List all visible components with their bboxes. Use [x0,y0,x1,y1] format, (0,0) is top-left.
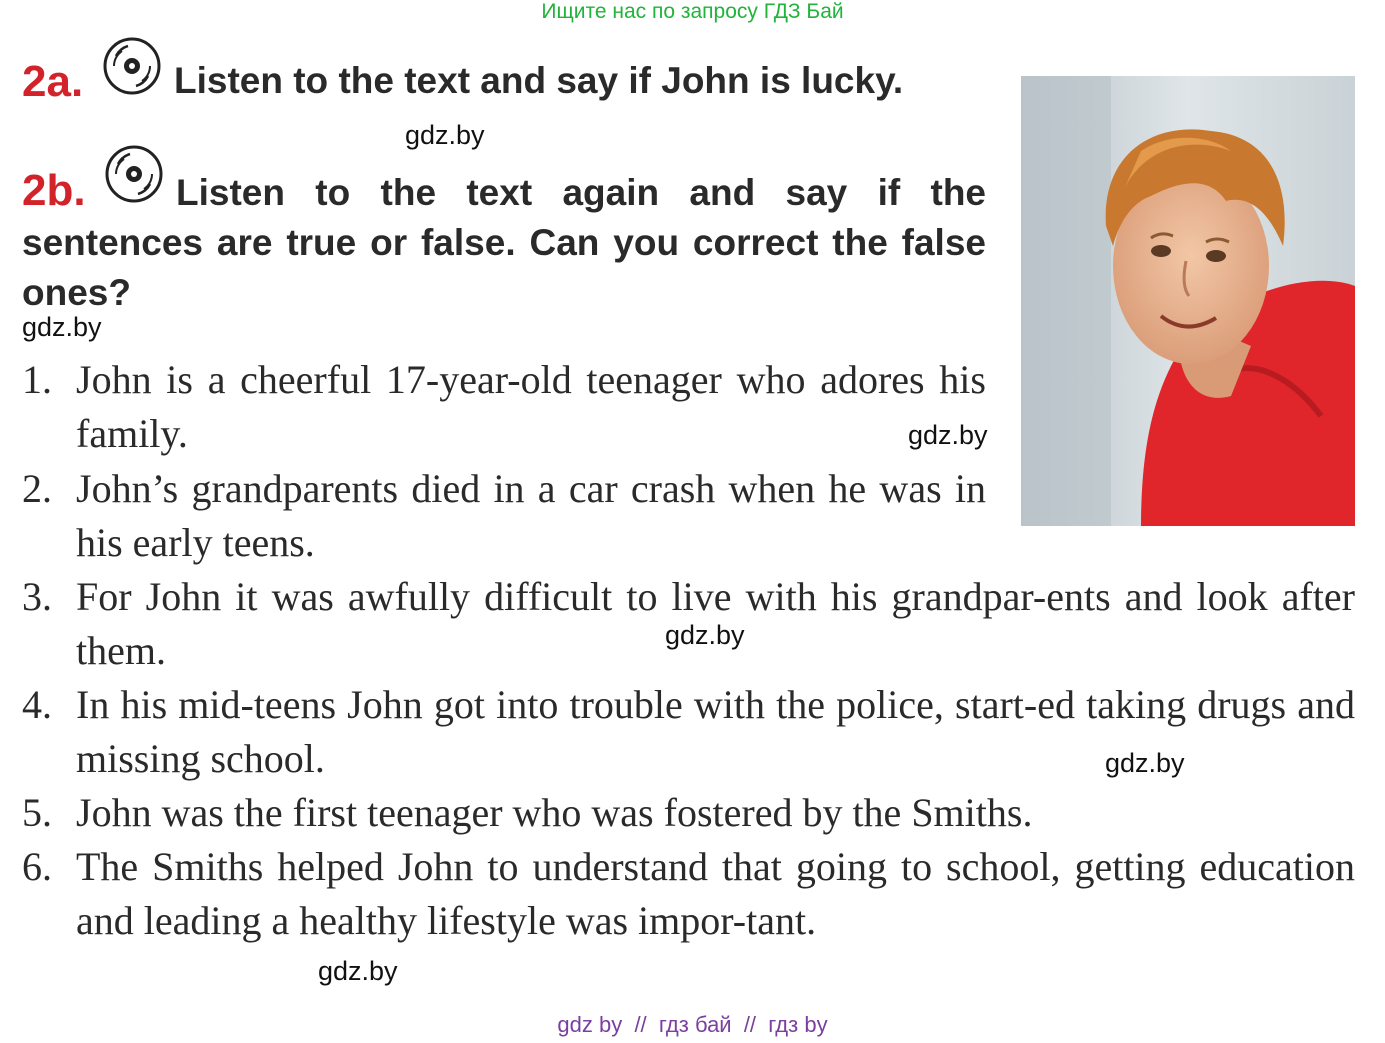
watermark: gdz.by [22,312,102,342]
task-number-2b: 2b. [22,166,86,215]
sentence-number: 4. [22,682,52,727]
sentence-number: 6. [22,844,52,889]
task-2a-instruction: Listen to the text and say if John is lucky. [174,60,904,101]
task-2b-instruction: Listen to the text again and say if the sentences are true or false. Can you correct the false ones? [22,172,986,313]
sentence-text: The Smiths helped John to understand that going to school, getting education and leading a healthy lifestyle was impor-tant. [76,844,1355,943]
top-banner[interactable]: Ищите нас по запросу ГДЗ Бай [541,0,844,23]
watermark: gdz.by [1105,748,1185,778]
task-number-2a: 2a. [22,57,84,106]
watermark: gdz.by [665,620,745,650]
sentence-item-6 [22,840,1355,1002]
sentence-text: John is a cheerful 17-year-old teenager who adores his family. [76,357,986,456]
sentence-number: 1. [22,357,52,402]
teenager-photo [1021,76,1355,526]
sentence-item-2 [22,462,986,570]
sentence-item-1 [22,353,986,461]
footer-links[interactable]: gdz by // гдз бай // гдз by [557,1012,828,1037]
sentence-text: John was the first teenager who was fostered by the Smiths. [76,790,1033,835]
sentence-text: In his mid-teens John got into trouble with the police, start-ed taking drugs and missing school. [76,682,1355,781]
sentence-text: John’s grandparents died in a car crash when he was in his early teens. [76,466,986,565]
watermark: gdz.by [318,956,398,986]
sentence-number: 2. [22,466,52,511]
watermark: gdz.by [908,420,988,450]
watermark: gdz.by [405,120,485,150]
sentence-text: For John it was awfully difficult to live with his grandpar-ents and look after them. [76,574,1355,673]
cd-icon [102,36,162,96]
sentence-number: 5. [22,790,52,835]
sentence-number: 3. [22,574,52,619]
sentence-item-5 [22,786,1355,840]
